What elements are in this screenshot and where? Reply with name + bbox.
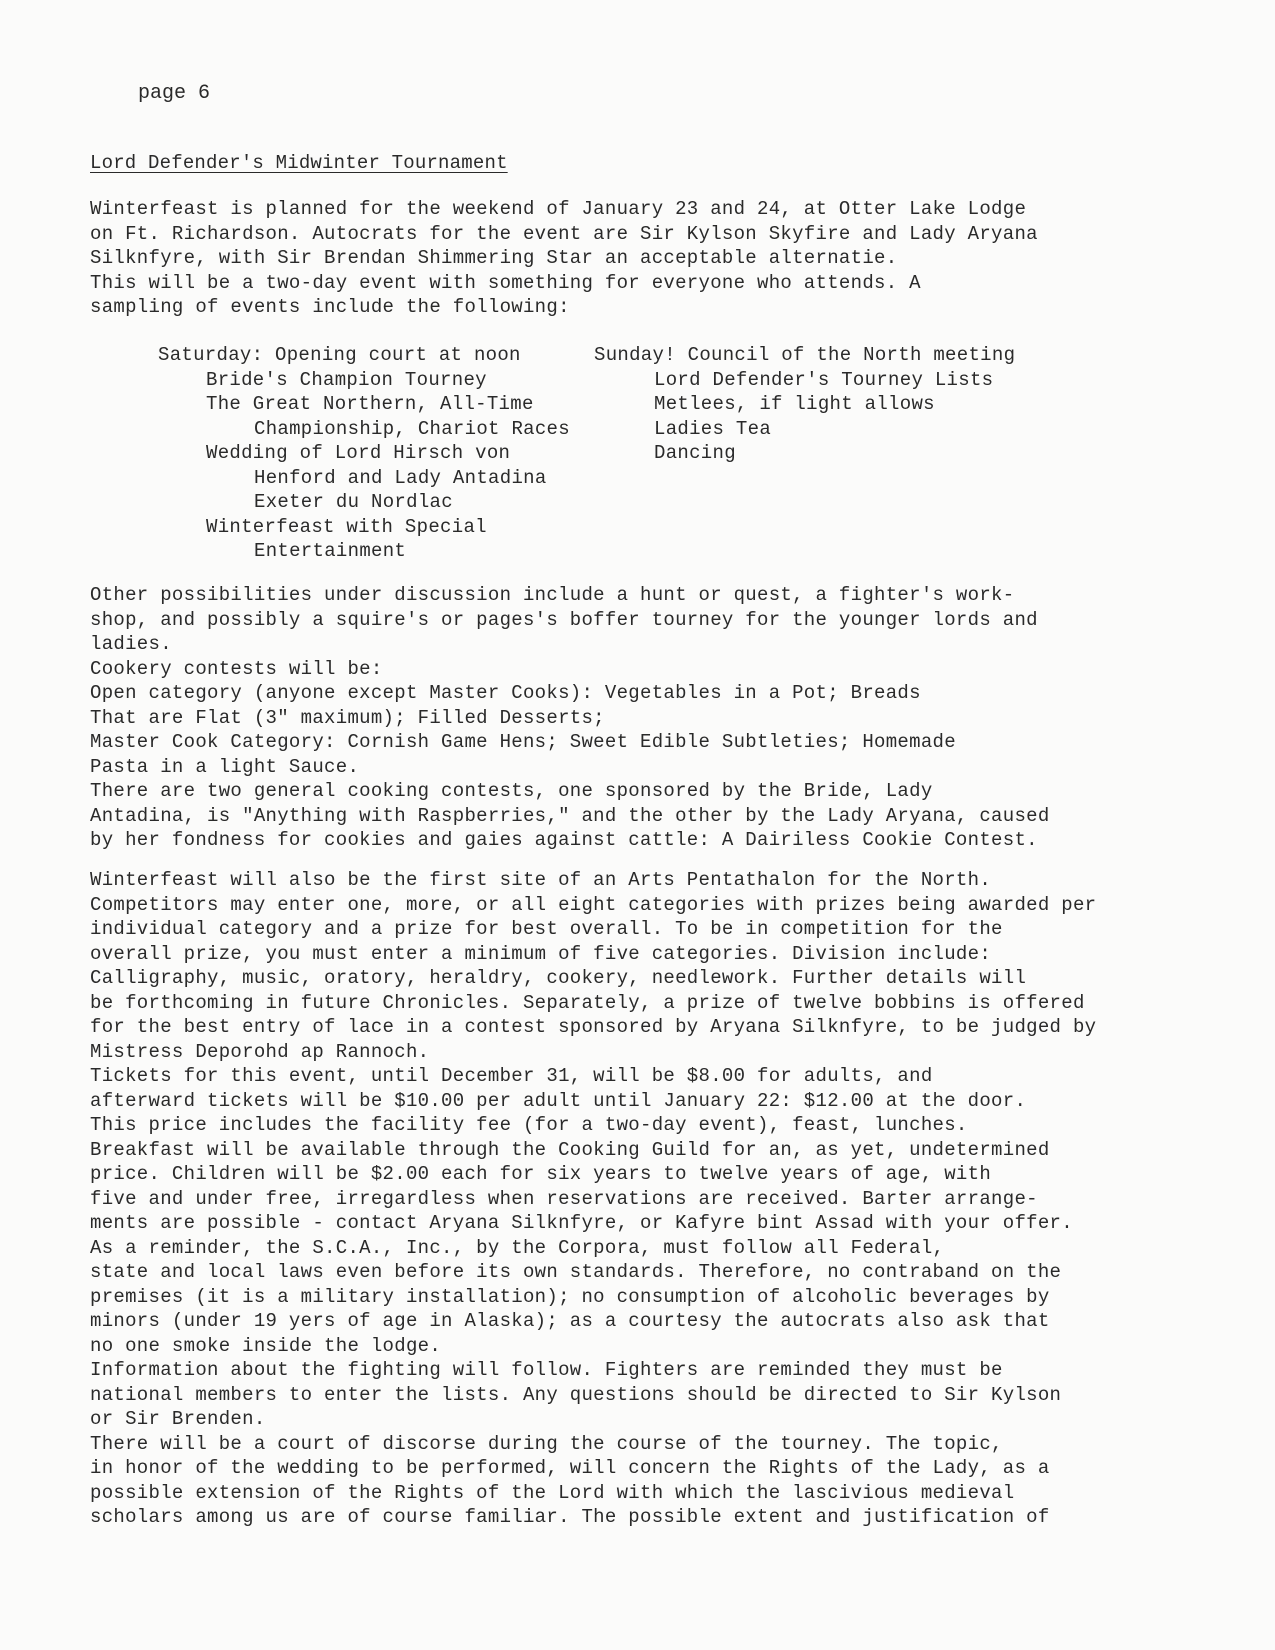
sunday-item: Metlees, if light allows — [654, 393, 935, 415]
saturday-schedule — [158, 343, 570, 564]
article-title: Lord Defender's Midwinter Tournament — [90, 152, 508, 174]
sunday-item: Sunday! Council of the North meeting — [594, 344, 1016, 366]
saturday-item: The Great Northern, All-Time — [206, 393, 534, 415]
sunday-item: Lord Defender's Tourney Lists — [654, 368, 994, 391]
intro-paragraph: Winterfeast is planned for the weekend of January 23 and 24, at Otter Lake Lodge on Ft. Richardson. Autocrats for the event are Sir Kylson Skyfire and Lady Aryana Silknfyre, with Sir Brendan Shimmering Star an acceptable alternatie. This will be a two-day event with something for everyone who attends. A sampling of events include the following: — [90, 198, 1038, 318]
saturday-item: Winterfeast with Special — [206, 515, 487, 538]
saturday-item: Championship, Chariot Races — [254, 417, 570, 440]
sunday-schedule — [594, 343, 1015, 466]
body-section-1: Other possibilities under discussion include a hunt or quest, a fighter's work- shop, and possibly a squire's or pages's boffer tourney for the younger lords and ladies. Cookery contests will be: Open category (anyone except Master Cooks): Vegetables in a Pot; Breads That are Flat (3" maximum); Filled Desserts; Master Cook Category: Cornish Game Hens; Sweet Edible Subtleties; Homemade Pasta in a light Sauce. There are two general cooking contests, one sponsored by the Bride, Lady Antadina, is "Anything with Raspberries," and the other by the Lady Aryana, caused by her fondness for cookies and gaies against cattle: A Dairiless Cookie Contest. — [90, 584, 1050, 851]
saturday-item: Bride's Champion Tourney — [206, 368, 487, 391]
body-section-2: Winterfeast will also be the first site of an Arts Pentathalon for the North. Competitors may enter one, more, or all eight categories with prizes being awarded per individual category and a prize for best overall. To be in competition for the overall prize, you must enter a minimum of five categories. Division include: Calligraphy, music, oratory, heraldry, cookery, needlework. Further details will be forthcoming in future Chronicles. Separately, a prize of twelve bobbins is offered for the best entry of lace in a contest sponsored by Aryana Silknfyre, to be judged by Mistress Deporohd ap Rannoch. Tickets for this event, until December 31, will be $8.00 for adults, and afterward tickets will be $10.00 per adult until January 22: $12.00 at the door. This price includes the facility fee (for a two-day event), feast, lunches. Breakfast will be available through the Cooking Guild for an, as yet, undetermined price. Children will be $2.00 each for six years to twelve years of age, with five and under free, irregardless when reservations are received. Barter arrange- ments are possible - contact Aryana Silknfyre, or Kafyre bint Assad with your offer. As a reminder, the S.C.A., Inc., by the Corpora, must follow all Federal, state and local laws even before its own standards. Therefore, no contraband on the premises (it is a military installation); no consumption of alcoholic beverages by minors (under 19 yers of age in Alaska); as a courtesy the autocrats also ask that no one smoke inside the lodge. Information about the fighting will follow. Fighters are reminded they must be national members to enter the lists. Any questions should be directed to Sir Kylson or Sir Brenden. There will be a court of discorse during the course of the tourney. The topic, in honor of the wedding to be performed, will concern the Rights of the Lady, as a possible extension of the Rights of the Lord with which the lascivious medieval scholars among us are of course familiar. The possible extent and justification of — [90, 869, 1097, 1528]
sunday-item: Ladies Tea — [654, 417, 772, 440]
saturday-item: Saturday: Opening court at noon — [158, 344, 521, 366]
saturday-item: Wedding of Lord Hirsch von — [206, 442, 511, 464]
saturday-item: Henford and Lady Antadina — [254, 466, 547, 489]
sunday-item: Dancing — [654, 442, 736, 464]
saturday-item: Exeter du Nordlac — [254, 491, 453, 513]
page-number: page 6 — [138, 82, 211, 105]
saturday-item: Entertainment — [254, 540, 407, 562]
